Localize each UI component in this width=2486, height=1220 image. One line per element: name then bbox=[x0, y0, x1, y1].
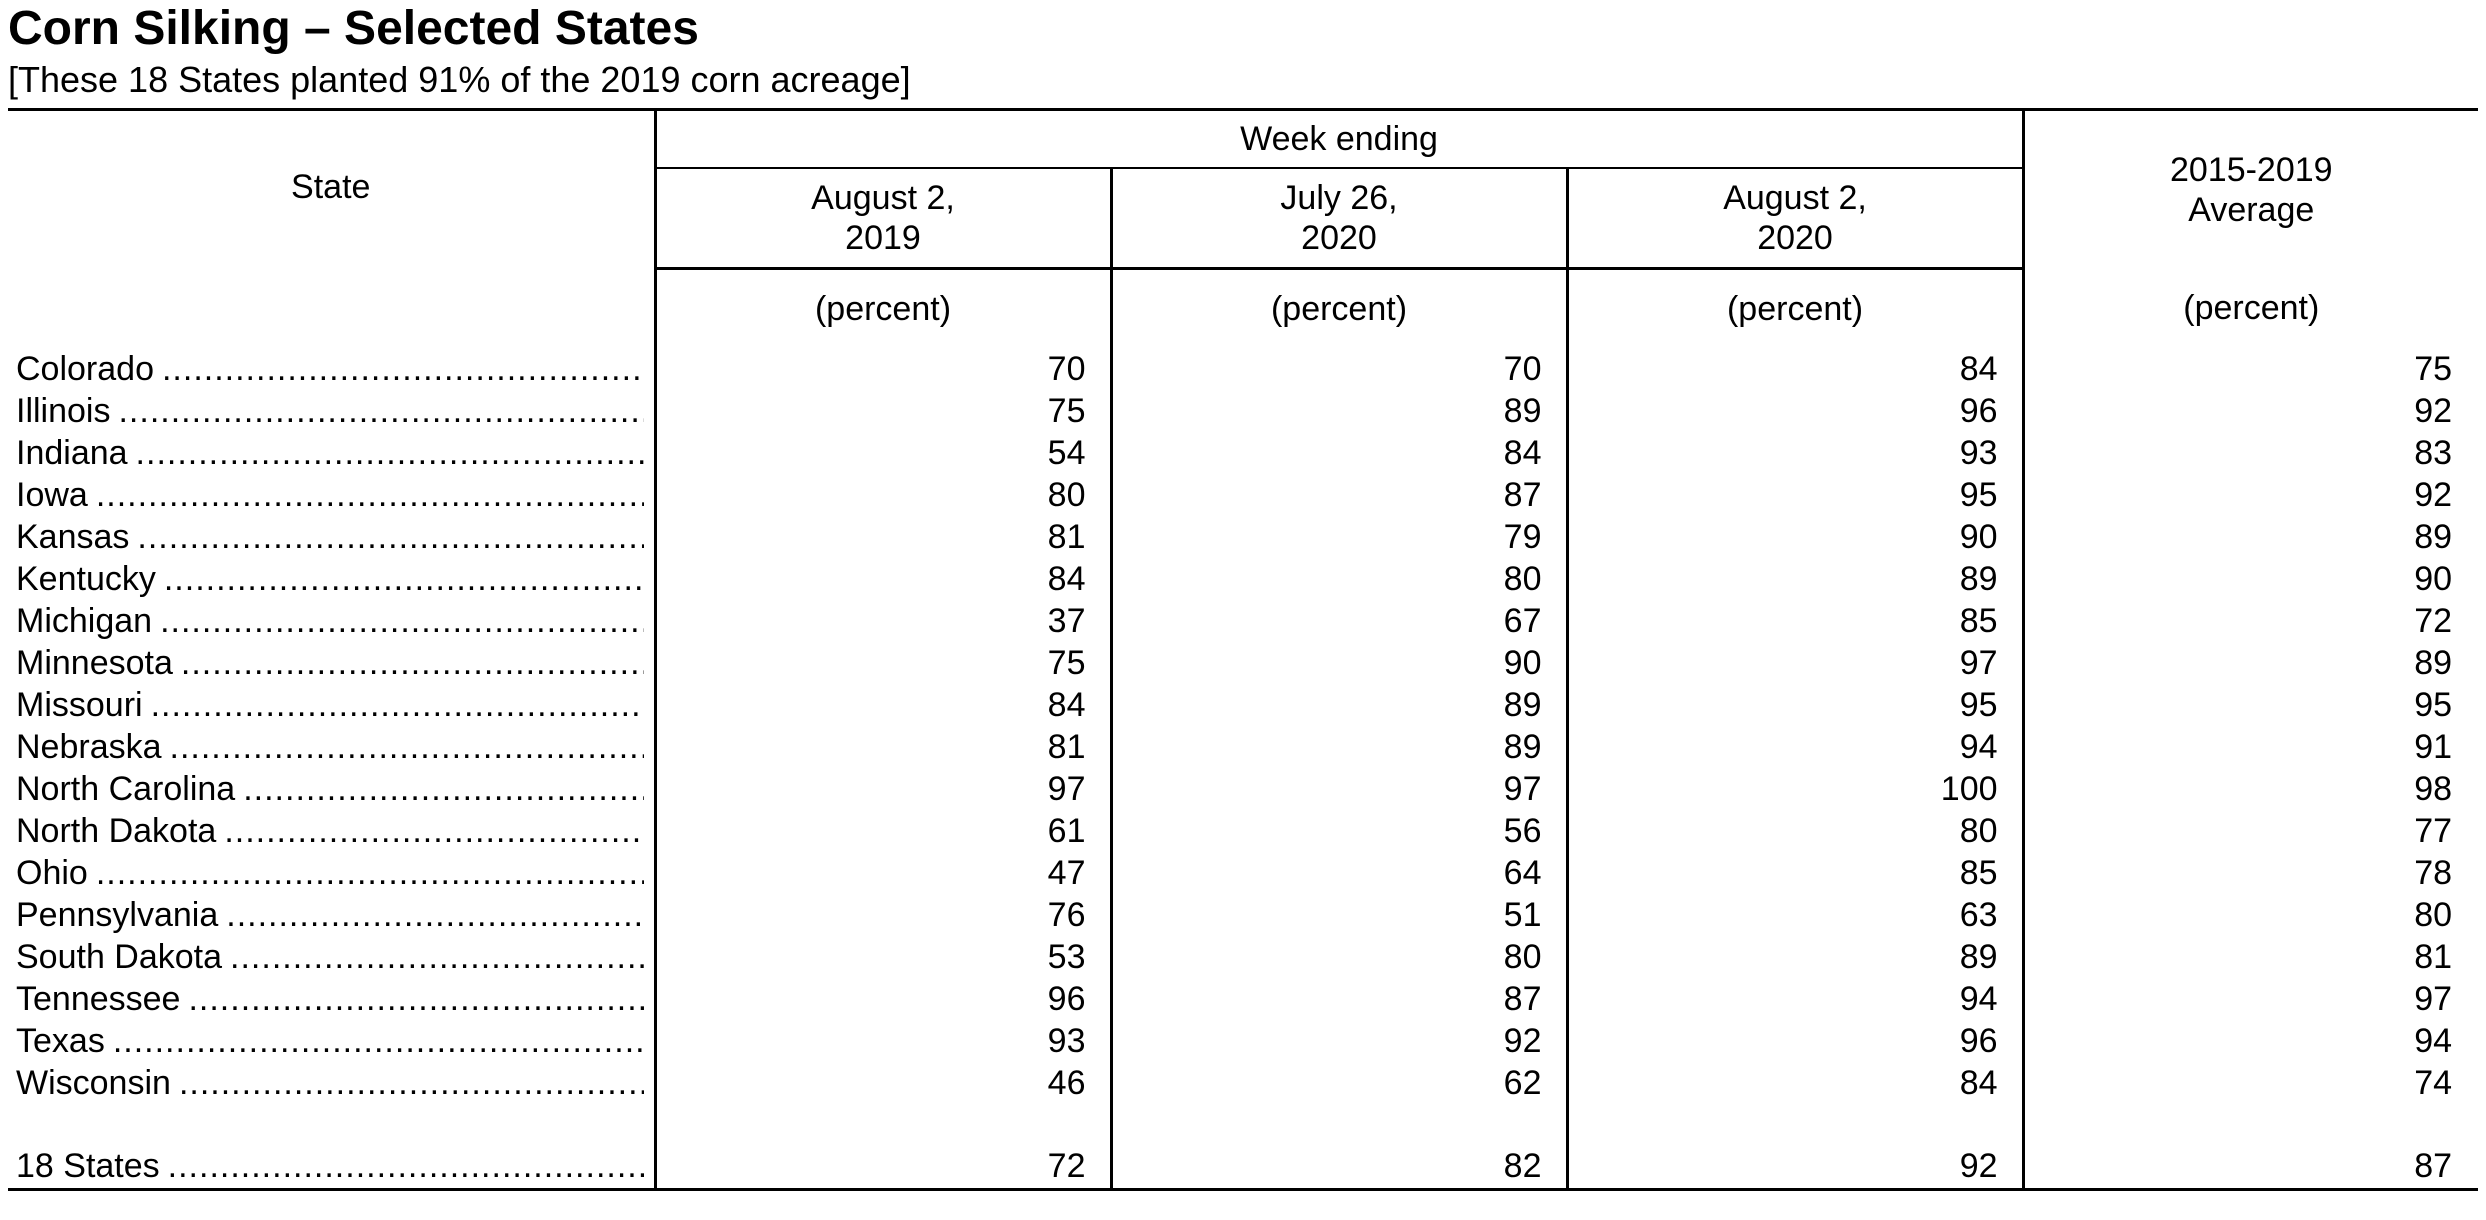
value-cell: 75 bbox=[655, 642, 1111, 684]
dot-leader bbox=[136, 432, 644, 474]
state-cell bbox=[8, 810, 655, 852]
state-cell bbox=[8, 348, 655, 390]
state-name: Illinois bbox=[16, 392, 111, 430]
table-row bbox=[8, 516, 2478, 558]
state-name: Kentucky bbox=[16, 560, 156, 598]
value-cell: 84 bbox=[1111, 432, 1567, 474]
value-cell: 92 bbox=[2414, 392, 2453, 430]
value-cell: 89 bbox=[2414, 644, 2453, 682]
dot-leader bbox=[226, 894, 643, 936]
value-cell: 54 bbox=[655, 432, 1111, 474]
dot-leader bbox=[181, 642, 644, 684]
table-row bbox=[8, 894, 2478, 936]
spacer-cell bbox=[8, 1104, 655, 1144]
units-state-cell bbox=[8, 269, 655, 349]
value-cell: 74 bbox=[2414, 1064, 2453, 1102]
value-cell: 75 bbox=[2414, 350, 2453, 388]
value-cell: 81 bbox=[655, 516, 1111, 558]
state-leader bbox=[16, 978, 644, 1020]
header-col1-line1: August 2, bbox=[811, 179, 955, 217]
state-name: Tennessee bbox=[16, 980, 181, 1018]
dot-leader bbox=[137, 516, 643, 558]
value-cell: 87 bbox=[2023, 1144, 2478, 1190]
value-cell: 79 bbox=[1111, 516, 1567, 558]
value-cell: 80 bbox=[1111, 558, 1567, 600]
state-name: Michigan bbox=[16, 602, 153, 640]
table-row bbox=[8, 1062, 2478, 1104]
value-cell: 78 bbox=[2414, 854, 2453, 892]
state-name: Nebraska bbox=[16, 728, 162, 766]
state-leader bbox=[16, 1062, 644, 1104]
header-average-line1: 2015-2019 bbox=[2169, 150, 2333, 189]
value-cell: 89 bbox=[1111, 726, 1567, 768]
value-cell: 89 bbox=[2414, 518, 2453, 556]
value-cell: 95 bbox=[1567, 684, 2023, 726]
header-col3-line2: 2020 bbox=[1757, 219, 1833, 257]
state-cell bbox=[8, 768, 655, 810]
value-cell: 94 bbox=[1567, 726, 2023, 768]
dot-leader bbox=[170, 726, 644, 768]
value-cell: 63 bbox=[1567, 894, 2023, 936]
state-cell bbox=[8, 978, 655, 1020]
table-row bbox=[8, 726, 2478, 768]
table-row bbox=[8, 474, 2478, 516]
value-cell: 84 bbox=[1567, 348, 2023, 390]
header-col-aug2-2019 bbox=[655, 168, 1111, 269]
state-leader bbox=[16, 894, 644, 936]
state-leader bbox=[16, 432, 644, 474]
state-leader bbox=[16, 642, 644, 684]
table-row bbox=[8, 978, 2478, 1020]
dot-leader bbox=[224, 810, 643, 852]
dot-leader bbox=[96, 852, 644, 894]
state-cell bbox=[8, 474, 655, 516]
value-cell: 84 bbox=[655, 558, 1111, 600]
value-cell: 53 bbox=[655, 936, 1111, 978]
value-cell: 90 bbox=[1111, 642, 1567, 684]
value-cell: 97 bbox=[2414, 980, 2453, 1018]
header-col-aug2-2020 bbox=[1567, 168, 2023, 269]
dot-leader bbox=[151, 684, 644, 726]
corn-silking-table bbox=[8, 108, 2478, 1191]
value-cell: 89 bbox=[1111, 390, 1567, 432]
value-cell: 80 bbox=[655, 474, 1111, 516]
state-leader bbox=[16, 852, 644, 894]
header-state: State bbox=[8, 110, 655, 269]
state-cell bbox=[8, 600, 655, 642]
value-cell: 93 bbox=[655, 1020, 1111, 1062]
state-name: Colorado bbox=[16, 350, 154, 388]
value-cell: 62 bbox=[1111, 1062, 1567, 1104]
table-row bbox=[8, 558, 2478, 600]
value-cell: 90 bbox=[2414, 560, 2453, 598]
value-cell: 92 bbox=[2414, 476, 2453, 514]
value-cell: 81 bbox=[655, 726, 1111, 768]
state-leader bbox=[16, 684, 644, 726]
header-col2-line1: July 26, bbox=[1280, 179, 1398, 217]
dot-leader bbox=[243, 768, 643, 810]
value-cell: 89 bbox=[1111, 684, 1567, 726]
dot-leader bbox=[188, 978, 643, 1020]
value-cell: 80 bbox=[2414, 896, 2453, 934]
value-cell: 92 bbox=[1567, 1144, 2023, 1190]
value-cell: 98 bbox=[2414, 770, 2453, 808]
state-name: 18 States bbox=[16, 1147, 160, 1185]
page-title: Corn Silking – Selected States bbox=[8, 2, 699, 55]
state-name: Missouri bbox=[16, 686, 143, 724]
value-cell: 93 bbox=[1567, 432, 2023, 474]
table-row bbox=[8, 390, 2478, 432]
spacer-cell bbox=[1567, 1104, 2023, 1144]
state-cell bbox=[8, 432, 655, 474]
value-cell: 83 bbox=[2414, 434, 2453, 472]
value-cell: 95 bbox=[2414, 686, 2453, 724]
value-cell: 92 bbox=[1111, 1020, 1567, 1062]
state-name: Ohio bbox=[16, 854, 88, 892]
value-cell: 76 bbox=[655, 894, 1111, 936]
state-name: North Carolina bbox=[16, 770, 236, 808]
state-cell bbox=[8, 390, 655, 432]
spacer-cell bbox=[655, 1104, 1111, 1144]
state-leader bbox=[16, 474, 644, 516]
state-name: Pennsylvania bbox=[16, 896, 219, 934]
value-cell: 96 bbox=[1567, 1020, 2023, 1062]
page-subtitle: [These 18 States planted 91% of the 2019 corn acreage] bbox=[8, 59, 911, 100]
state-cell bbox=[8, 1062, 655, 1104]
table-row bbox=[8, 936, 2478, 978]
value-cell: 90 bbox=[1567, 516, 2023, 558]
dot-leader bbox=[96, 474, 644, 516]
header-col2-line2: 2020 bbox=[1301, 219, 1377, 257]
value-cell: 85 bbox=[1567, 600, 2023, 642]
state-leader bbox=[16, 726, 644, 768]
state-cell bbox=[8, 852, 655, 894]
dot-leader bbox=[168, 1144, 644, 1188]
state-cell bbox=[8, 1144, 655, 1190]
header-average bbox=[2023, 110, 2478, 269]
state-leader bbox=[16, 600, 644, 642]
value-cell: 82 bbox=[1111, 1144, 1567, 1190]
table-row bbox=[8, 1020, 2478, 1062]
value-cell: 94 bbox=[2414, 1022, 2453, 1060]
value-cell: 70 bbox=[655, 348, 1111, 390]
value-cell: 37 bbox=[655, 600, 1111, 642]
table-row bbox=[8, 348, 2478, 390]
value-cell: 87 bbox=[1111, 474, 1567, 516]
value-cell: 100 bbox=[1567, 768, 2023, 810]
value-cell: 61 bbox=[655, 810, 1111, 852]
value-cell: 72 bbox=[655, 1144, 1111, 1190]
dot-leader bbox=[118, 390, 643, 432]
value-cell: 67 bbox=[1111, 600, 1567, 642]
state-cell bbox=[8, 894, 655, 936]
state-cell bbox=[8, 936, 655, 978]
state-name: Iowa bbox=[16, 476, 88, 514]
value-cell: 97 bbox=[1567, 642, 2023, 684]
state-name: Texas bbox=[16, 1022, 105, 1060]
state-name: Wisconsin bbox=[16, 1064, 171, 1102]
spacer-row bbox=[8, 1104, 2478, 1144]
table-row bbox=[8, 810, 2478, 852]
state-leader bbox=[16, 348, 644, 390]
state-leader bbox=[16, 768, 644, 810]
value-cell: 77 bbox=[2414, 812, 2453, 850]
header-week-ending: Week ending bbox=[655, 110, 2023, 169]
state-cell bbox=[8, 1020, 655, 1062]
spacer-cell bbox=[1111, 1104, 1567, 1144]
dot-leader bbox=[230, 936, 643, 978]
header-average-line2: Average bbox=[2188, 190, 2315, 229]
value-cell: 70 bbox=[1111, 348, 1567, 390]
header-col3-line1: August 2, bbox=[1723, 179, 1867, 217]
value-cell: 46 bbox=[655, 1062, 1111, 1104]
value-cell: 80 bbox=[1111, 936, 1567, 978]
value-cell: 95 bbox=[1567, 474, 2023, 516]
table-row bbox=[8, 600, 2478, 642]
value-cell: 87 bbox=[1111, 978, 1567, 1020]
value-cell: 97 bbox=[655, 768, 1111, 810]
value-cell: 81 bbox=[2414, 938, 2453, 976]
value-cell: 97 bbox=[1111, 768, 1567, 810]
dot-leader bbox=[113, 1020, 644, 1062]
state-name: South Dakota bbox=[16, 938, 223, 976]
table-row bbox=[8, 432, 2478, 474]
state-cell bbox=[8, 726, 655, 768]
value-cell: 96 bbox=[1567, 390, 2023, 432]
header-col-jul26-2020 bbox=[1111, 168, 1567, 269]
value-cell: 56 bbox=[1111, 810, 1567, 852]
unit-label: (percent) bbox=[2183, 289, 2320, 328]
value-cell: 96 bbox=[655, 978, 1111, 1020]
dot-leader bbox=[164, 558, 644, 600]
state-name: Indiana bbox=[16, 434, 128, 472]
dot-leader bbox=[160, 600, 643, 642]
total-row bbox=[8, 1144, 2478, 1190]
state-leader bbox=[16, 390, 644, 432]
state-leader bbox=[16, 936, 644, 978]
table-row bbox=[8, 852, 2478, 894]
state-name: Minnesota bbox=[16, 644, 173, 682]
table-row bbox=[8, 642, 2478, 684]
value-cell: 80 bbox=[1567, 810, 2023, 852]
state-name: North Dakota bbox=[16, 812, 217, 850]
value-cell: 89 bbox=[1567, 936, 2023, 978]
value-cell: 72 bbox=[2414, 602, 2453, 640]
dot-leader bbox=[162, 348, 644, 390]
value-cell: 75 bbox=[655, 390, 1111, 432]
state-name: Kansas bbox=[16, 518, 130, 556]
value-cell: 94 bbox=[1567, 978, 2023, 1020]
state-leader bbox=[16, 1144, 644, 1188]
state-leader bbox=[16, 810, 644, 852]
state-leader bbox=[16, 516, 644, 558]
value-cell: 84 bbox=[1567, 1062, 2023, 1104]
dot-leader bbox=[179, 1062, 644, 1104]
unit-label: (percent) bbox=[1567, 269, 2023, 349]
units-row bbox=[8, 269, 2478, 349]
table-row bbox=[8, 768, 2478, 810]
value-cell: 47 bbox=[655, 852, 1111, 894]
value-cell: 51 bbox=[1111, 894, 1567, 936]
header-col1-line2: 2019 bbox=[845, 219, 921, 257]
unit-label: (percent) bbox=[1111, 269, 1567, 349]
state-leader bbox=[16, 1020, 644, 1062]
state-cell bbox=[8, 642, 655, 684]
value-cell: 84 bbox=[655, 684, 1111, 726]
value-cell: 85 bbox=[1567, 852, 2023, 894]
value-cell: 91 bbox=[2414, 728, 2453, 766]
state-cell bbox=[8, 684, 655, 726]
unit-label: (percent) bbox=[655, 269, 1111, 349]
state-cell bbox=[8, 516, 655, 558]
value-cell: 64 bbox=[1111, 852, 1567, 894]
state-leader bbox=[16, 558, 644, 600]
spacer-cell bbox=[2023, 1104, 2478, 1144]
table-row bbox=[8, 684, 2478, 726]
value-cell: 89 bbox=[1567, 558, 2023, 600]
state-cell bbox=[8, 558, 655, 600]
